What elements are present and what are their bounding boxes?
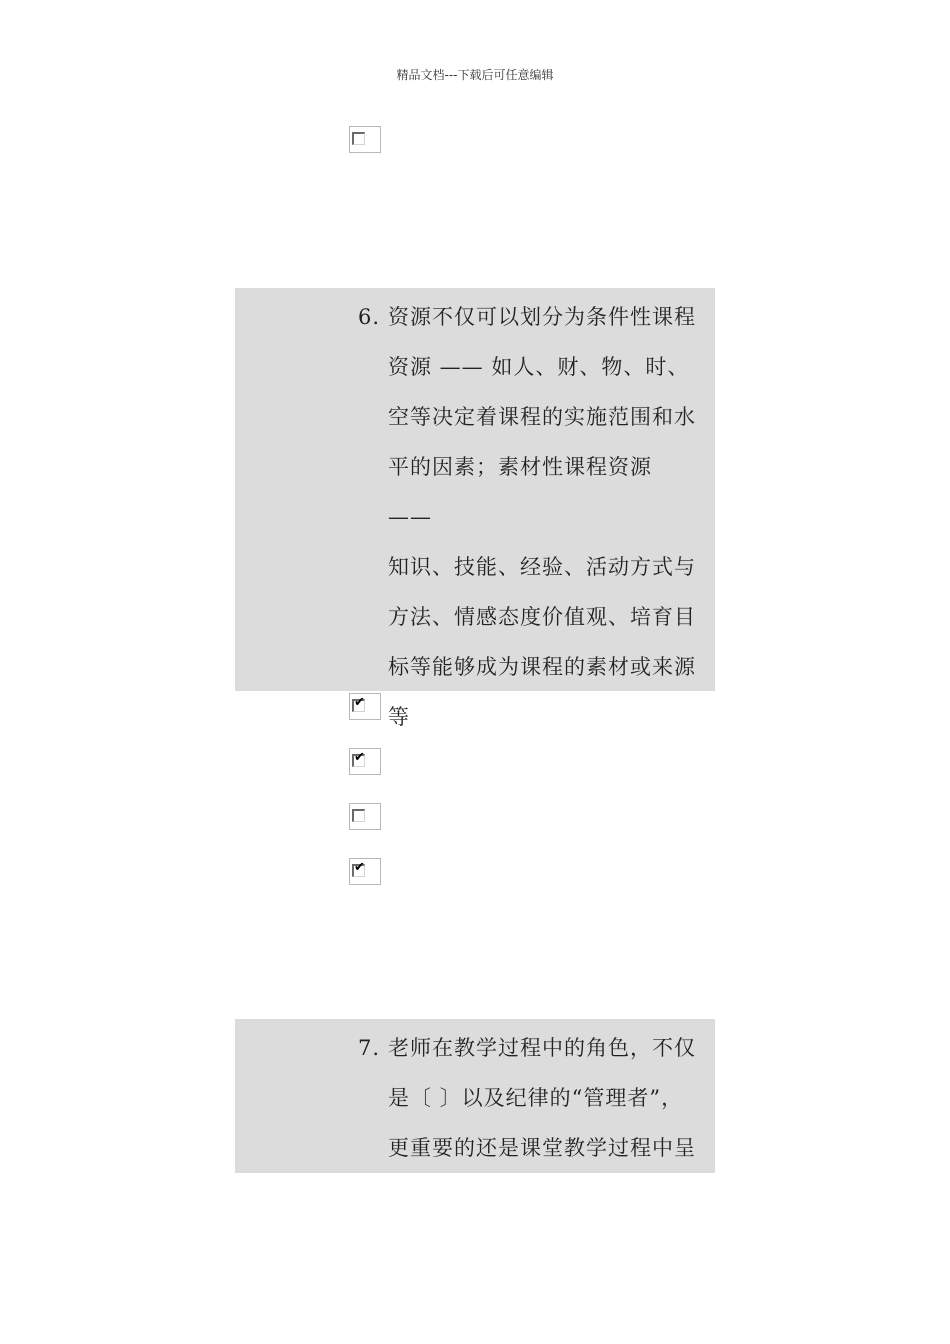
checkbox-box — [352, 750, 365, 767]
question-6-line: 等 — [388, 705, 410, 729]
question-6-option-4-checkbox[interactable] — [349, 858, 381, 885]
question-6-option-2-checkbox[interactable] — [349, 748, 381, 775]
checkbox-box — [352, 695, 365, 712]
question-7-line: 老师在教学过程中的角色，不仅 — [388, 1036, 696, 1060]
page-header: 精品文档---下载后可任意编辑 — [396, 68, 554, 82]
question-7-text — [358, 1023, 703, 1173]
question-6-line: 标等能够成为课程的素材或来源 — [388, 655, 696, 679]
question-6-line: 知识、技能、经验、活动方式与 — [388, 555, 696, 579]
question-7-line: 更重要的还是课堂教学过程中呈 — [388, 1136, 696, 1160]
checkmark-icon: ✔ — [354, 750, 365, 765]
question-6-option-3-checkbox[interactable] — [349, 803, 381, 830]
question-6-number: 6. — [358, 305, 381, 329]
question-6-text — [358, 292, 703, 742]
question-6-line: 空等决定着课程的实施范围和水 — [388, 405, 696, 429]
checkbox-box — [352, 809, 365, 822]
question-7-panel — [235, 1019, 715, 1173]
question-7-number: 7. — [358, 1036, 381, 1060]
question-6-line: 方法、情感态度价值观、培育目 — [388, 605, 696, 629]
checkbox-unchecked[interactable] — [349, 126, 381, 153]
checkmark-icon: ✔ — [354, 860, 365, 875]
checkmark-icon: ✔ — [354, 695, 365, 710]
question-6-option-1-checkbox[interactable] — [349, 693, 381, 720]
checkbox-box — [352, 860, 365, 877]
checkbox-box — [352, 132, 365, 145]
question-7-line: 是〔 〕以及纪律的“管理者”， — [388, 1086, 684, 1110]
question-6-line: 资源 —— 如人、财、物、时、 — [388, 355, 690, 379]
question-6-line: 平的因素；素材性课程资源 —— — [388, 455, 652, 529]
question-6-line: 资源不仅可以划分为条件性课程 — [388, 305, 696, 329]
question-6-panel — [235, 288, 715, 729]
